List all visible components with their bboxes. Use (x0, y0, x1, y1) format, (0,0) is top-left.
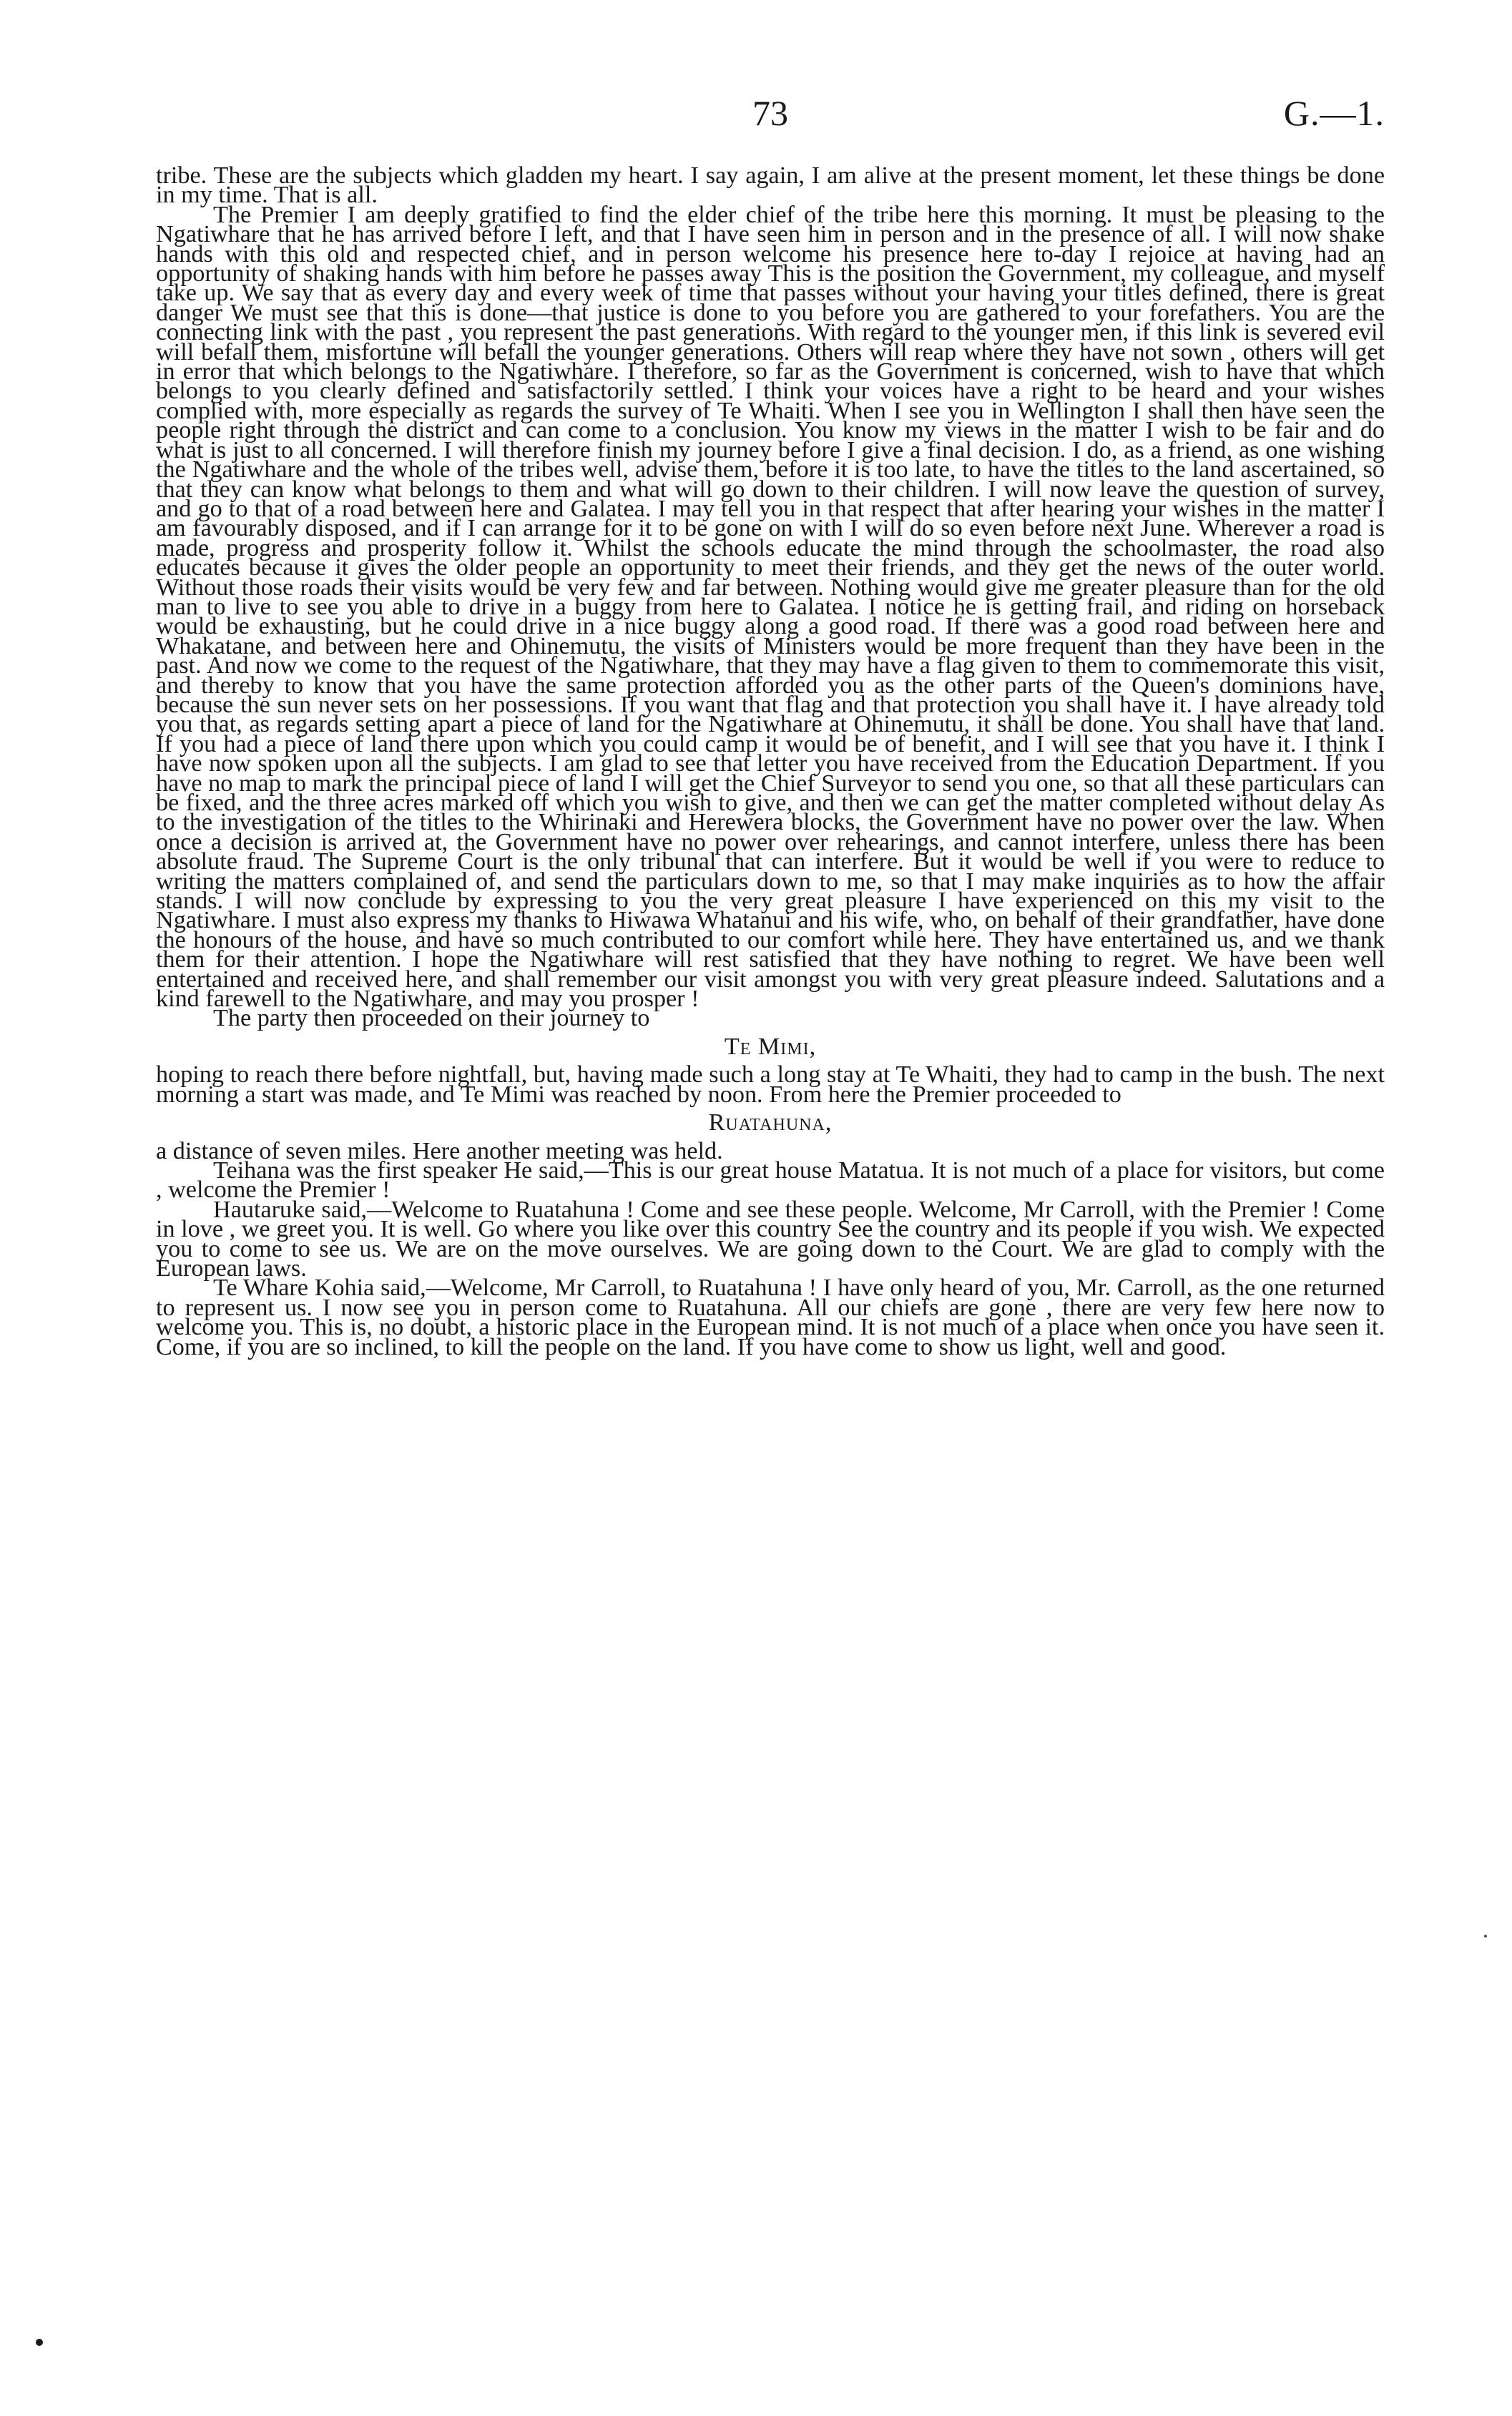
paragraph-teihana: Teihana was the first speaker He said,—This is our great house Matatua. It is not much of a place for visitors, but come , welcome the Premier ! (156, 1157, 1385, 1204)
paragraph-journey: The party then proceeded on their journey to (213, 1005, 650, 1032)
paragraph-te-mimi: hoping to reach there before nightfall, but, having made such a long stay at Te Whaiti, they had to camp in the bush. The next morning a start was made, and Te Mimi was reached by noon. From here the Premier proceeded to (156, 1061, 1385, 1108)
paragraph-premier-speech: The Premier I am deeply gratified to find the elder chief of the tribe here this morning. It must be pleasing to the Ngatiwhare that he has arrived before I left, and that I have seen him in person and in the presence of all. I will now shake hands with this old and respected chief, and in person welcome his presence here to-day I rejoice at having had an opportunity of shaking hands with him before he passes away This is the position the Government, my colleague, and myself take up. We say that as every day and every week of time that passes without your having your titles defined, there is great danger We must see that this is done—that justice is done to you before you are gathered to your forefathers. You are the connecting link with the past , you represent the past generations. With regard to the younger men, if this link is severed evil will befall them, misfortune will befall the younger generations. Others will reap where they have not sown , others will get in error that which belongs to the Ngatiwhare. I therefore, so far as the Government is concerned, wish to have that which belongs to you clearly defined and satisfactorily settled. I think your voices have a right to be heard and your wishes complied with, more especially as regards the survey of Te Whaiti. When I see you in Wellington I shall then have seen the people right through the district and can come to a conclusion. You know my views in the matter I wish to be fair and do what is just to all concerned. I will therefore finish my journey before I give a final decision. I do, as a friend, as one wishing the Ngatiwhare and the whole of the tribes well, advise them, before it is too late, to have the titles to the land ascertained, so that they can know what belongs to them and what will go down to their children. I will now leave the question of survey, and go to that of a road between here and Galatea. I may tell you in that respect that after hearing your wishes in the matter I am favourably disposed, and if I can arrange for it to be gone on with I will do so even before next June. Wherever a road is made, progress and prosperity follow it. Whilst the schools educate the mind through the schoolmaster, the road also educates because it gives the older people an opportunity to meet their friends, and they get the news of the outer world. Without those roads their visits would be very few and far between. Nothing would give me greater pleasure than for the old man to live to see you able to drive in a buggy from here to Galatea. I notice he is getting frail, and riding on horseback would be exhausting, but he could drive in a nice buggy along a good road. If there was a good road between here and Whakatane, and between here and Ohinemutu, the visits of Ministers would be more frequent than they have been in the past. And now we come to the request of the Ngatiwhare, that they may have a flag given to them to commemorate this visit, and thereby to know that you have the same protection afforded you as the other parts of the Queen's dominions have, because the sun never sets on her possessions. If you want that flag and that protection you shall have it. I have already told you that, as regards setting apart a piece of land for the Ngatiwhare at Ohinemutu, it shall be done. You shall have that land. If you had a piece of land there upon which you could camp it would be of benefit, and I will see that you have it. I think I have now spoken upon all the subjects. I am glad to see that letter you have received from the Education Department. If you have no map to mark the principal piece of land I will get the Chief Surveyor to send you one, so that all these particulars can be fixed, and the three acres marked off which you wish to give, and then we can get the matter completed without delay As to the investigation of the titles to the Whirinaki and Herewera blocks, the Government have no power over the law. When once a decision is arrived at, the Government have no power over rehearings, and cannot interfere, unless there has been absolute fraud. The Supreme Court is the only tribunal that can interfere. But it would be well if you were to reduce to writing the matters complained of, and send the particulars down to me, so that I may make inquiries as to how the affair stands. I will now conclude by expressing to you the very great pleasure I have experienced on this my visit to the Ngatiwhare. I must also express my thanks to Hiwawa Whatanui and his wife, who, on behalf of their grandfather, have done the honours of the house, and have so much contributed to our comfort while here. They have entertained us, and we thank them for their attention. I hope the Ngatiwhare will rest satisfied that they have nothing to regret. We have been well entertained and received here, and shall remember our visit amongst you with very great pleasure indeed. Salutations and a kind farewell to the Ngatiwhare, and may you prosper ! (156, 201, 1385, 1013)
paragraph-te-whare-kohia: Te Whare Kohia said,—Welcome, Mr Carroll, to Ruatahuna ! I have only heard of you, Mr. Carroll, as the one returned to represent us. I now see you in person come to Ruatahuna. All our chiefs are gone , there are very few here now to welcome you. This is, no doubt, a historic place in the European mind. It is not much of a place when once you have seen it. Come, if you are so inclined, to kill the people on the land. If you have come to show us light, well and good. (156, 1275, 1385, 1360)
margin-dot (36, 2339, 43, 2346)
margin-speck (1484, 1935, 1487, 1938)
paragraph-continuation: tribe. These are the subjects which gladden my heart. I say again, I am alive at the present moment, let these things be done in my time. That is all. (156, 162, 1385, 209)
section-heading-ruatahuna: Ruatahuna, (708, 1109, 833, 1136)
page-number: 73 (752, 93, 788, 133)
body-text (156, 162, 1385, 1360)
paragraph-hautaruke: Hautaruke said,—Welcome to Ruatahuna ! Come and see these people. Welcome, Mr Carroll, with the Premier ! Come in love , we greet you. It is well. Go where you like over this country See the country and its people if you wish. We expected you to come to see us. We are on the move ourselves. We are going down to the Court. We are glad to comply with the European laws. (156, 1196, 1385, 1282)
section-heading-te-mimi: Te Mimi, (724, 1033, 817, 1060)
document-reference: G.—1. (1283, 93, 1385, 133)
page-header (156, 92, 1385, 142)
paragraph-distance: a distance of seven miles. Here another meeting was held. (156, 1137, 723, 1164)
